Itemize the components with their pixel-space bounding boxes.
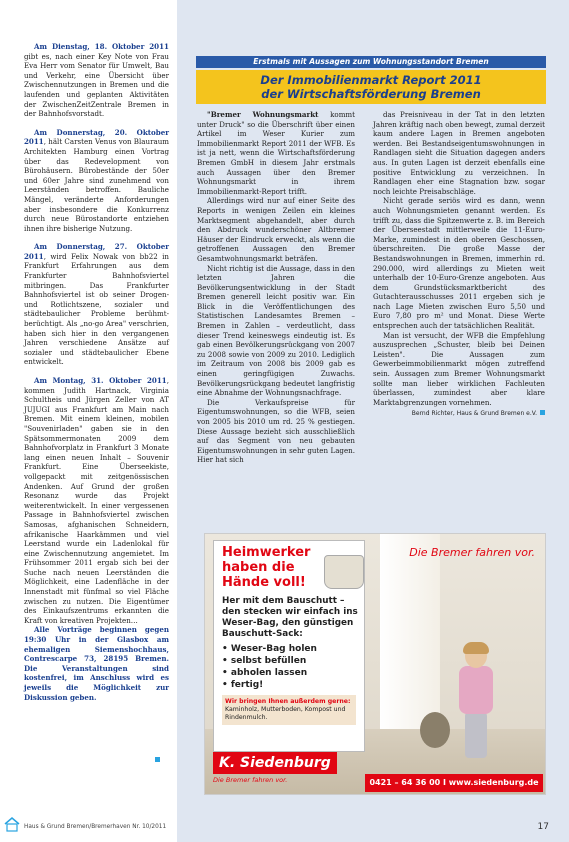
event-date: Am Montag, 31. Oktober 2011 bbox=[34, 376, 167, 385]
paragraph: "Bremer Wohnungsmarkt kommt unter Druck" so die Überschrift über einen Artikel im Weser Kurier zum Immobilienmarkt Report 2011 der WFB. Es ist ja nett, wenn die Wirtschaftsförderung Bremen GmbH in diesem Jahr erstmals auch Aussagen über den Bremer Wohnungsmarkt in ihrem Immobilienmarkt-Report trifft. bbox=[197, 110, 355, 196]
event-info: Alle Vorträge beginnen gegen 19:30 Uhr in der Glasbox am ehemaligen Siemenshochhaus, Contrescarpe 73, 28195 Bremen. Die Veranstaltungen sind kostenfrei, im Anschluss wird es jeweils die Möglichkeit zur Diskussion geben. bbox=[24, 625, 169, 702]
article-kicker: Erstmals mit Aussagen zum Wohnungsstandort Bremen bbox=[196, 56, 546, 68]
left-column bbox=[0, 0, 172, 842]
end-marker-icon bbox=[155, 757, 160, 762]
ad-also-box: Wir bringen Ihnen außerdem gerne: Kaminholz, Mutterboden, Kompost und Rindenmulch. bbox=[222, 695, 356, 725]
article-column-2 bbox=[373, 110, 545, 419]
ad-contact[interactable]: 0421 – 64 36 00 I www.siedenburg.de bbox=[365, 774, 543, 792]
list-item: • fertig! bbox=[222, 679, 364, 691]
ad-title: Heimwerker haben die Hände voll! bbox=[222, 545, 311, 590]
paragraph: Am Donnerstag, 27. Oktober 2011, wird Felix Nowak von bb22 in Frankfurt Erfahrungen aus dem Frankfurter Bahnhofsviertel mitbringen. Das Frankfurter Bahnhofsviertel ist ob seiner Drogen- und Rotlichtszene, sozialer und städtebaulicher Probleme berühmt-berüchtigt. Als „no-go Area" verschrien, haben sich hier in den vergangenen Jahren verschiedene Ansätze auf sozialer und städtebaulicher Ebene entwickelt. bbox=[24, 242, 169, 367]
paragraph: Allerdings wird nur auf einer Seite des Reports in wenigen Zeilen ein kleines Marktsegment abgehandelt, aber durch den Abdruck wunderschöner Altbremer Häuser der Eindruck erweckt, als wenn die getroffenen Aussagen den Bremer Gesamtwohnungsmarkt beträfen. bbox=[197, 196, 355, 263]
event-date: Am Donnerstag, 20. Oktober 2011 bbox=[24, 127, 169, 147]
footer-text: Haus & Grund Bremen/Bremerhaven Nr. 10/2011 bbox=[24, 824, 167, 830]
ad-slogan: Die Bremer fahren vor. bbox=[409, 546, 535, 559]
brand-logo: K. Siedenburg Die Bremer fahren vor. bbox=[213, 752, 363, 792]
end-marker-icon bbox=[540, 410, 545, 415]
list-item: • abholen lassen bbox=[222, 667, 364, 679]
paragraph: das Preisniveau in der Tat in den letzten Jahren kräftig nach oben bewegt, zumal derzeit kaum andere Lagen in Bremen angeboten werden. Bei Bestandseigentumswohnungen in Randlagen sieht die Situation dagegen anders aus. In guten Lagen ist derzeit ebenfalls eine positive Entwicklung zu verzeichnen. In Randlagen eher eine Stagnation bzw. sogar noch leichte Preisabschläge. bbox=[373, 110, 545, 196]
advertisement[interactable] bbox=[204, 533, 546, 795]
list-item: • Weser-Bag holen bbox=[222, 643, 364, 655]
page-number: 17 bbox=[537, 822, 549, 832]
teddy-bear-icon bbox=[420, 712, 450, 748]
bag-icon bbox=[324, 555, 364, 589]
paragraph: Nicht gerade seriös wird es dann, wenn auch Wohnungsmieten genannt werden. Es trifft zu, dass die Spitzenwerte z. B. im Bereich der Überseestadt mittlerweile die 11-Euro-Marke, zumindest in den oberen Geschossen, überschreiten. Die große Masse der Bestandswohnungen in Bremen, immerhin rd. 290.000, wird allerdings zu Mieten weit unterhalb der 10-Euro-Grenze angeboten. Aus dem Grundstücksmarktbericht des Gutachterausschusses 2011 ergeben sich je nach Lage Mieten zwischen Euro 5,50 und Euro 7,80 pro m² und Monat. Diese Werte entsprechen auch der tatsächlichen Realität. bbox=[373, 196, 545, 331]
ad-main-text: Her mit dem Bauschutt – den stecken wir einfach ins Weser-Bag, den günstigen Bauschutt-Sack: bbox=[222, 596, 358, 639]
event-date: Am Donnerstag, 27. Oktober 2011 bbox=[24, 242, 169, 261]
paragraph: Man ist versucht, der WFB die Empfehlung auszusprechen „Schuster, bleib bei Deinen Leisten". Die Aussagen zum Gewerbeimmobilienmarkt mögen zutreffend sein. Aussagen zum Bremer Wohnungsmarkt sollte man lieber wirklichen Fachleuten überlassen, zumindest aber klare Marktabgrenzungen vornehmen. bbox=[373, 330, 545, 407]
article-headline: Der Immobilienmarkt Report 2011 der Wirtschaftsförderung Bremen bbox=[196, 70, 546, 104]
ad-list bbox=[222, 643, 364, 691]
list-item: • selbst befüllen bbox=[222, 655, 364, 667]
ad-window bbox=[380, 534, 440, 729]
ad-card bbox=[213, 540, 365, 752]
child-figure bbox=[455, 644, 499, 764]
paragraph: Am Dienstag, 18. Oktober 2011 gibt es, nach einer Key Note von Frau Eva Herr vom Senator für Umwelt, Bau und Verkehr, eine Übersicht über Zwischennutzungen in Bremen und die laufenden und geplanten Aktivitäten der ZwischenZeitZentrale Bremen in der Bahnhofsvorstadt. bbox=[24, 42, 169, 119]
author-signature: Bernd Richter, Haus & Grund Bremen e.V. bbox=[373, 409, 545, 419]
page-footer bbox=[0, 810, 569, 842]
event-date: Am Dienstag, 18. Oktober 2011 bbox=[34, 42, 169, 51]
article-column-1 bbox=[197, 110, 355, 465]
paragraph: Nicht richtig ist die Aussage, dass in den letzten Jahren die Bevölkerungsentwicklung in der Stadt Bremen generell leicht positiv war. Ein Blick in die Veröffentlichungen des Statistischen Landesamtes Bremen – Bremen in Zahlen – verdeutlicht, dass dieser Trend keineswegs eindeutig ist. Es gab einen Bevölkerungsrückgang von 2007 zu 2008 sowie von 2009 zu 2010. Lediglich im Zeitraum von 2008 bis 2009 gab es einen geringfügigen Zuwachs. Bevölkerungsrückgang bedeutet langfristig eine Abnahme der Wohnungsnachfrage. bbox=[197, 263, 355, 398]
paragraph: Die Verkaufspreise für Eigentumswohnungen, so die WFB, seien von 2005 bis 2010 um rd. 25 % gestiegen. Diese Aussage bezieht sich ausschließlich auf das Segment von neu gebauten Eigentumswohnungen in sehr guten Lagen. Hier hat sich bbox=[197, 397, 355, 465]
house-icon bbox=[4, 816, 20, 832]
paragraph: Am Montag, 31. Oktober 2011, kommen Judith Hartnack, Virginia Schultheis und Jürgen Zeller von AT JUJUGI aus Frankfurt am Main nach Bremen. Mit einem kleinen, mobilen "Souvenirladen" gaben sie in den Spätsommermonaten 2009 dem Bahnhofvorplatz in Frankfurt 3 Monate lang einen neuen Inhalt – Souvenir Frankfurt. Eine Überseekiste, vollgepackt mit zeitgenössischen Andenken. Auf Grund der großen Resonanz wurde das Projekt weiterentwickelt. In einer vergessenen Passage in Bahnhofsviertel zwischen Samosas, afghanischen Schneidern, afrikanische Haarkämmen und viel Leerstand wurde ein Ladenlokal für eine Zwischennutzung angemietet. Im Frühsommer 2011 ergab sich bei der Suche nach neuen Leerständen die Möglichkeit, eine Ladenfläche in der Innenstadt mit fünfmal so viel Fläche zwischen zu nutzen. Die Eigentümer des Einkaufszentrums erkannten die Kraft von kreativen Projekten… bbox=[24, 376, 169, 625]
paragraph: Am Donnerstag, 20. Oktober 2011, hält Carsten Venus von Blauraum Architekten Hamburg einen Vortrag über das Redevelopment von Bürohäusern. Bürobestände der 50er und 60er Jahre sind zunehmend von Leerständen betroffen. Bauliche Mängel, veränderte Anforderungen aber insbesondere die Konkurrenz durch neue Bürostandorte entziehen ihnen ihre bisherige Nutzung. bbox=[24, 127, 169, 233]
